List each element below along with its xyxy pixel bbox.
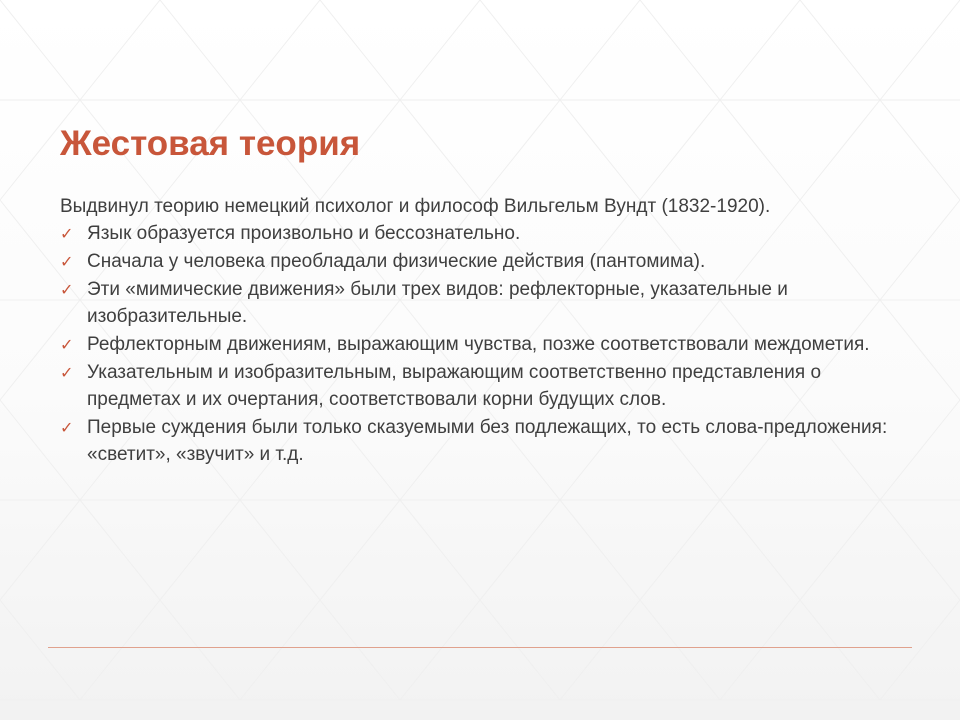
list-item [60, 359, 910, 413]
check-icon: ✓ [60, 418, 74, 437]
bullet-text: Язык образуется произвольно и бессознательно. [87, 223, 521, 244]
bullet-list [60, 220, 910, 469]
bullet-text: Рефлекторным движениям, выражающим чувства, позже соответствовали междометия. [87, 334, 870, 355]
bullet-text: Сначала у человека преобладали физические действия (пантомима). [87, 251, 706, 272]
check-icon: ✓ [60, 252, 74, 271]
bullet-text: Первые суждения были только сказуемыми без подлежащих, то есть слова-предложения: «светит», «звучит» и т.д. [87, 417, 888, 465]
bullet-text: Указательным и изобразительным, выражающим соответственно представления о предметах и их очертания, соответствовали корни будущих слов. [87, 362, 822, 410]
check-icon: ✓ [60, 280, 74, 299]
list-item [60, 414, 910, 468]
slide-title: Жестовая теория [60, 124, 361, 163]
bullet-text: Эти «мимические движения» были трех видов: рефлекторные, указательные и изобразительные. [87, 279, 788, 327]
footer-divider [48, 647, 912, 648]
list-item [60, 220, 910, 247]
list-item [60, 276, 910, 330]
list-item [60, 248, 910, 275]
check-icon: ✓ [60, 363, 74, 382]
intro-text: Выдвинул теорию немецкий психолог и философ Вильгельм Вундт (1832-1920). [60, 196, 771, 217]
list-item [60, 331, 910, 358]
check-icon: ✓ [60, 335, 74, 354]
check-icon: ✓ [60, 224, 74, 243]
